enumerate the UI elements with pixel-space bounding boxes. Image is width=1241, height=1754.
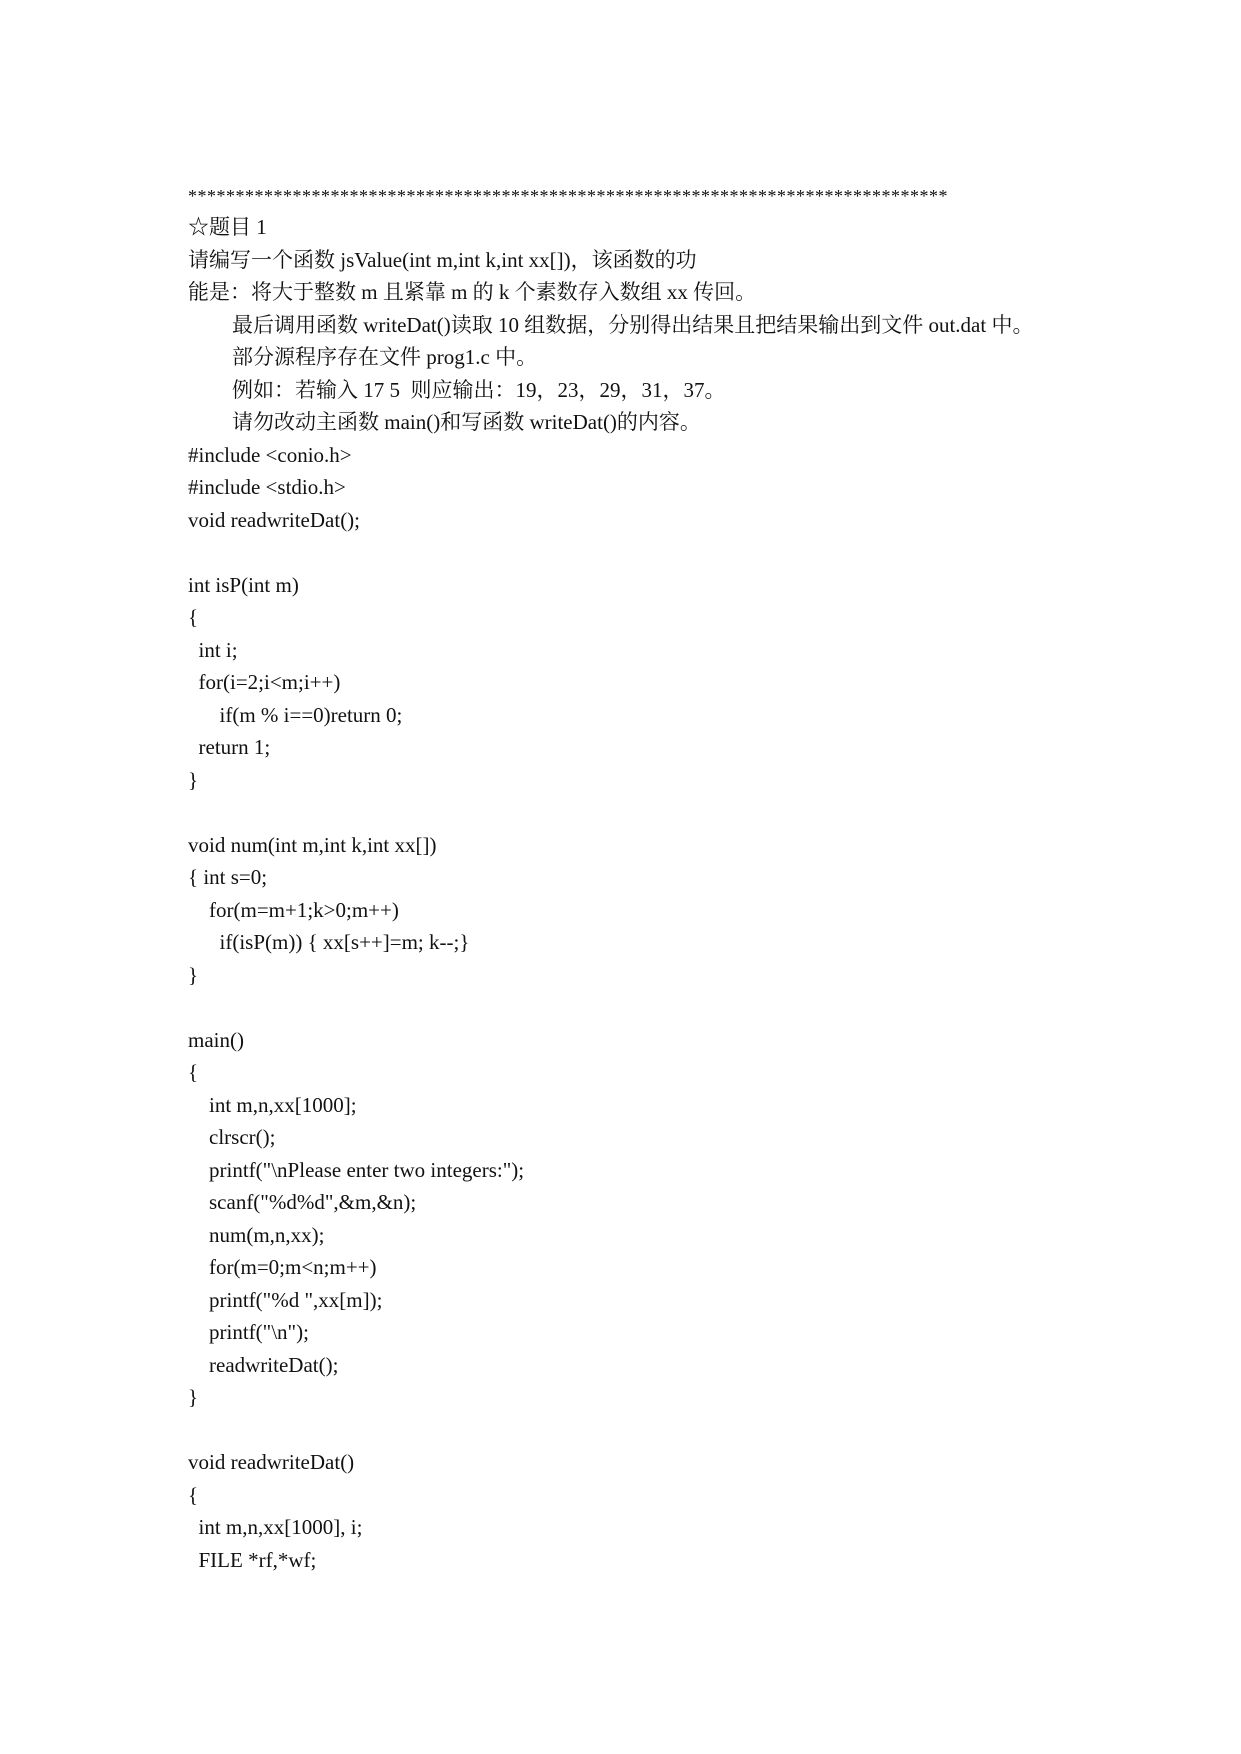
code-line: if(m % i==0)return 0; [188,702,403,727]
code-line: #include <conio.h> [188,442,352,467]
code-line: scanf("%d%d",&m,&n); [188,1190,417,1214]
problem-title: ☆题目 1 [188,215,267,239]
code-line: int m,n,xx[1000]; [188,1092,357,1117]
code-line [188,536,1068,569]
code-line: for(i=2;i<m;i++) [188,670,341,694]
document-page [188,184,1068,1576]
code-line: { [188,1482,199,1507]
code-line: readwriteDat(); [188,1352,339,1377]
code-line: clrscr(); [188,1125,276,1149]
code-line [188,796,1068,829]
code-line [188,991,1068,1024]
code-line: printf("%d ",xx[m]); [188,1287,383,1312]
code-line: } [188,1385,199,1409]
code-line: int isP(int m) [188,572,299,597]
description-line: 能是：将大于整数 m 且紧靠 m 的 k 个素数存入数组 xx 传回。 [188,280,757,304]
code-line: } [188,962,199,987]
note-line: 最后调用函数 writeDat()读取 10 组数据，分别得出结果且把结果输出到文件 out.dat 中。 [232,312,1034,337]
code-line: if(isP(m)) { xx[s++]=m; k--;} [188,930,470,954]
code-line: printf("\nPlease enter two integers:"); [188,1157,525,1182]
note-line: 部分源程序存在文件 prog1.c 中。 [232,345,538,369]
separator-line: ******************************************************************************** [188,186,948,206]
code-block [188,439,1068,1577]
code-line: int i; [188,637,238,662]
code-line: void num(int m,int k,int xx[]) [188,832,437,857]
code-line [188,1414,1068,1447]
code-line: #include <stdio.h> [188,475,346,499]
code-line: { [188,1060,199,1084]
code-line: FILE *rf,*wf; [188,1547,317,1572]
code-line: } [188,767,199,792]
code-line: { int s=0; [188,865,268,889]
code-line: void readwriteDat(); [188,507,361,532]
code-line: int m,n,xx[1000], i; [188,1515,363,1539]
description-line: 请编写一个函数 jsValue(int m,int k,int xx[])，该函数的功 [188,247,697,272]
note-line: 例如：若输入 17 5 则应输出：19，23，29，31，37。 [232,377,726,402]
code-line: void readwriteDat() [188,1450,355,1474]
code-line: { [188,605,199,629]
note-line: 请勿改动主函数 main()和写函数 writeDat()的内容。 [232,410,701,434]
code-line: num(m,n,xx); [188,1222,325,1247]
code-line: for(m=m+1;k>0;m++) [188,897,399,922]
code-line: return 1; [188,735,271,759]
code-line: printf("\n"); [188,1320,309,1344]
code-line: for(m=0;m<n;m++) [188,1255,377,1279]
code-line: main() [188,1027,244,1052]
